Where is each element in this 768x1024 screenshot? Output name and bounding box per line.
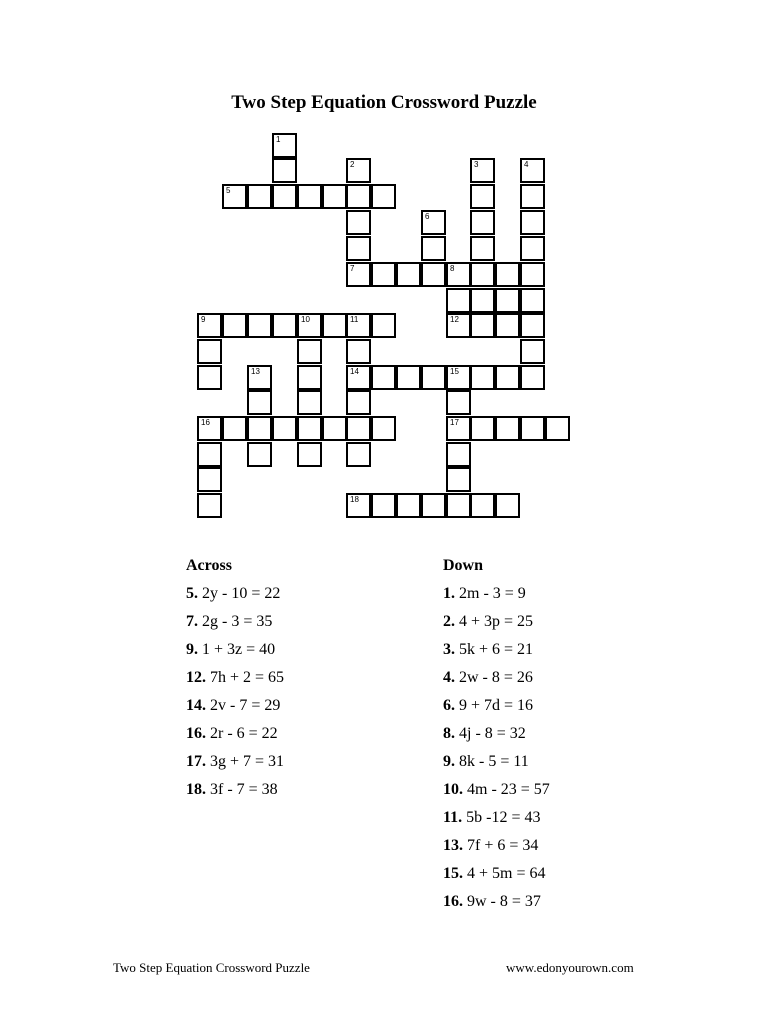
cell-number: 8 xyxy=(450,264,455,273)
crossword-cell[interactable] xyxy=(272,416,297,441)
clue-number: 13. xyxy=(443,837,463,854)
clue-text: 2v - 7 = 29 xyxy=(210,697,281,714)
crossword-cell[interactable] xyxy=(346,313,371,338)
clue-text: 4j - 8 = 32 xyxy=(459,725,526,742)
crossword-cell[interactable] xyxy=(421,210,446,235)
across-clue xyxy=(186,636,284,664)
cell-number: 3 xyxy=(474,160,479,169)
clue-number: 9. xyxy=(186,641,198,658)
cell-number: 12 xyxy=(450,315,459,324)
crossword-cell[interactable] xyxy=(346,210,371,235)
crossword-cell[interactable] xyxy=(371,184,396,209)
cell-number: 13 xyxy=(251,367,260,376)
crossword-cell[interactable] xyxy=(272,184,297,209)
crossword-cell[interactable] xyxy=(247,365,272,390)
down-clue xyxy=(443,860,550,888)
clue-number: 11. xyxy=(443,809,463,826)
crossword-cell[interactable] xyxy=(197,365,222,390)
crossword-cell[interactable] xyxy=(346,262,371,287)
crossword-cell[interactable] xyxy=(197,493,222,518)
crossword-cell[interactable] xyxy=(346,390,371,415)
crossword-cell[interactable] xyxy=(247,390,272,415)
crossword-cell[interactable] xyxy=(197,416,222,441)
crossword-cell[interactable] xyxy=(495,365,520,390)
crossword-cell[interactable] xyxy=(346,158,371,183)
clue-number: 8. xyxy=(443,725,455,742)
clue-text: 2r - 6 = 22 xyxy=(210,725,278,742)
crossword-cell[interactable] xyxy=(421,493,446,518)
crossword-cell[interactable] xyxy=(371,493,396,518)
down-heading: Down xyxy=(443,557,484,574)
crossword-cell[interactable] xyxy=(297,365,322,390)
crossword-cell[interactable] xyxy=(470,210,495,235)
across-clue xyxy=(186,748,284,776)
clue-number: 9. xyxy=(443,753,455,770)
clue-text: 4 + 5m = 64 xyxy=(467,865,546,882)
across-clue xyxy=(186,776,284,804)
down-clue xyxy=(443,608,550,636)
crossword-cell[interactable] xyxy=(520,416,545,441)
cell-number: 9 xyxy=(201,315,206,324)
cell-number: 15 xyxy=(450,367,459,376)
crossword-cell[interactable] xyxy=(545,416,570,441)
clue-number: 14. xyxy=(186,697,206,714)
crossword-cell[interactable] xyxy=(520,288,545,313)
crossword-cell[interactable] xyxy=(297,184,322,209)
crossword-cell[interactable] xyxy=(446,288,471,313)
clue-text: 2m - 3 = 9 xyxy=(459,585,526,602)
crossword-cell[interactable] xyxy=(197,339,222,364)
crossword-cell[interactable] xyxy=(371,416,396,441)
clue-number: 5. xyxy=(186,585,198,602)
crossword-cell[interactable] xyxy=(297,442,322,467)
crossword-cell[interactable] xyxy=(346,442,371,467)
crossword-cell[interactable] xyxy=(520,158,545,183)
cell-number: 14 xyxy=(350,367,359,376)
down-clue xyxy=(443,692,550,720)
across-clue xyxy=(186,664,284,692)
clue-number: 17. xyxy=(186,753,206,770)
down-clue xyxy=(443,832,550,860)
across-clues xyxy=(186,552,284,804)
crossword-cell[interactable] xyxy=(247,416,272,441)
clue-text: 9 + 7d = 16 xyxy=(459,697,534,714)
crossword-cell[interactable] xyxy=(272,313,297,338)
cell-number: 7 xyxy=(350,264,355,273)
down-clue xyxy=(443,664,550,692)
crossword-cell[interactable] xyxy=(495,416,520,441)
crossword-cell[interactable] xyxy=(520,210,545,235)
crossword-cell[interactable] xyxy=(346,236,371,261)
clue-text: 3f - 7 = 38 xyxy=(210,781,278,798)
crossword-cell[interactable] xyxy=(446,365,471,390)
down-clue xyxy=(443,580,550,608)
clue-number: 18. xyxy=(186,781,206,798)
crossword-cell[interactable] xyxy=(446,442,471,467)
clue-text: 4 + 3p = 25 xyxy=(459,613,534,630)
crossword-cell[interactable] xyxy=(520,236,545,261)
across-clue xyxy=(186,692,284,720)
crossword-cell[interactable] xyxy=(346,184,371,209)
cell-number: 18 xyxy=(350,495,359,504)
clue-text: 8k - 5 = 11 xyxy=(459,753,529,770)
crossword-cell[interactable] xyxy=(322,184,347,209)
crossword-cell[interactable] xyxy=(371,262,396,287)
crossword-cell[interactable] xyxy=(197,313,222,338)
crossword-cell[interactable] xyxy=(297,416,322,441)
crossword-cell[interactable] xyxy=(446,313,471,338)
down-clue xyxy=(443,636,550,664)
crossword-cell[interactable] xyxy=(247,442,272,467)
clue-number: 6. xyxy=(443,697,455,714)
crossword-cell[interactable] xyxy=(421,262,446,287)
clue-text: 9w - 8 = 37 xyxy=(467,893,541,910)
crossword-cell[interactable] xyxy=(495,262,520,287)
cell-number: 16 xyxy=(201,418,210,427)
crossword-cell[interactable] xyxy=(346,339,371,364)
clue-number: 15. xyxy=(443,865,463,882)
across-clue xyxy=(186,580,284,608)
crossword-cell[interactable] xyxy=(470,262,495,287)
across-clue xyxy=(186,608,284,636)
clue-number: 2. xyxy=(443,613,455,630)
cell-number: 2 xyxy=(350,160,355,169)
crossword-cell[interactable] xyxy=(421,365,446,390)
crossword-cell[interactable] xyxy=(272,133,297,158)
cell-number: 11 xyxy=(350,315,359,324)
crossword-cell[interactable] xyxy=(297,390,322,415)
crossword-cell[interactable] xyxy=(470,493,495,518)
page-title: Two Step Equation Crossword Puzzle xyxy=(231,92,537,113)
crossword-cell[interactable] xyxy=(322,416,347,441)
crossword-cell[interactable] xyxy=(396,493,421,518)
cell-number: 4 xyxy=(524,160,529,169)
clue-text: 7h + 2 = 65 xyxy=(210,669,285,686)
crossword-cell[interactable] xyxy=(495,313,520,338)
clue-text: 2w - 8 = 26 xyxy=(459,669,533,686)
clue-number: 16. xyxy=(443,893,463,910)
cell-number: 17 xyxy=(450,418,459,427)
crossword-cell[interactable] xyxy=(446,262,471,287)
crossword-cell[interactable] xyxy=(247,184,272,209)
crossword-cell[interactable] xyxy=(346,365,371,390)
footer-url: www.edonyourown.com xyxy=(506,960,634,975)
crossword-cell[interactable] xyxy=(520,313,545,338)
crossword-cell[interactable] xyxy=(470,288,495,313)
clue-number: 3. xyxy=(443,641,455,658)
clue-text: 4m - 23 = 57 xyxy=(467,781,550,798)
crossword-cell[interactable] xyxy=(346,416,371,441)
clue-text: 3g + 7 = 31 xyxy=(210,753,285,770)
crossword-cell[interactable] xyxy=(446,467,471,492)
crossword-cell[interactable] xyxy=(371,365,396,390)
crossword-cell[interactable] xyxy=(222,313,247,338)
cell-number: 6 xyxy=(425,212,430,221)
crossword-cell[interactable] xyxy=(446,416,471,441)
crossword-cell[interactable] xyxy=(470,158,495,183)
across-clue xyxy=(186,720,284,748)
crossword-cell[interactable] xyxy=(520,339,545,364)
clue-number: 7. xyxy=(186,613,198,630)
crossword-cell[interactable] xyxy=(197,467,222,492)
crossword-cell[interactable] xyxy=(197,442,222,467)
crossword-cell[interactable] xyxy=(495,288,520,313)
crossword-cell[interactable] xyxy=(371,313,396,338)
clue-number: 12. xyxy=(186,669,206,686)
crossword-cell[interactable] xyxy=(470,236,495,261)
cell-number: 10 xyxy=(301,315,310,324)
down-clue xyxy=(443,804,550,832)
crossword-cell[interactable] xyxy=(346,493,371,518)
crossword-cell[interactable] xyxy=(272,158,297,183)
crossword-cell[interactable] xyxy=(322,313,347,338)
crossword-cell[interactable] xyxy=(495,493,520,518)
crossword-cell[interactable] xyxy=(446,493,471,518)
crossword-cell[interactable] xyxy=(520,262,545,287)
cell-number: 1 xyxy=(276,135,281,144)
crossword-cell[interactable] xyxy=(470,416,495,441)
down-clue xyxy=(443,748,550,776)
across-heading: Across xyxy=(186,557,232,574)
crossword-cell[interactable] xyxy=(396,262,421,287)
down-clue xyxy=(443,776,550,804)
crossword-cell[interactable] xyxy=(470,184,495,209)
clue-number: 4. xyxy=(443,669,455,686)
down-clue xyxy=(443,888,550,916)
crossword-cell[interactable] xyxy=(421,236,446,261)
crossword-cell[interactable] xyxy=(222,416,247,441)
clue-number: 10. xyxy=(443,781,463,798)
footer-title: Two Step Equation Crossword Puzzle xyxy=(113,960,310,975)
crossword-cell[interactable] xyxy=(396,365,421,390)
down-clues xyxy=(443,552,550,916)
clue-text: 7f + 6 = 34 xyxy=(467,837,539,854)
crossword-cell[interactable] xyxy=(297,339,322,364)
clue-text: 2g - 3 = 35 xyxy=(202,613,273,630)
clue-number: 1. xyxy=(443,585,455,602)
crossword-cell[interactable] xyxy=(470,313,495,338)
clue-text: 5b -12 = 43 xyxy=(466,809,541,826)
crossword-cell[interactable] xyxy=(297,313,322,338)
crossword-cell[interactable] xyxy=(446,390,471,415)
crossword-cell[interactable] xyxy=(222,184,247,209)
cell-number: 5 xyxy=(226,186,231,195)
clue-text: 5k + 6 = 21 xyxy=(459,641,534,658)
clue-text: 1 + 3z = 40 xyxy=(202,641,276,658)
clue-number: 16. xyxy=(186,725,206,742)
crossword-cell[interactable] xyxy=(520,365,545,390)
clue-text: 2y - 10 = 22 xyxy=(202,585,281,602)
crossword-cell[interactable] xyxy=(470,365,495,390)
crossword-cell[interactable] xyxy=(247,313,272,338)
down-clue xyxy=(443,720,550,748)
crossword-cell[interactable] xyxy=(520,184,545,209)
